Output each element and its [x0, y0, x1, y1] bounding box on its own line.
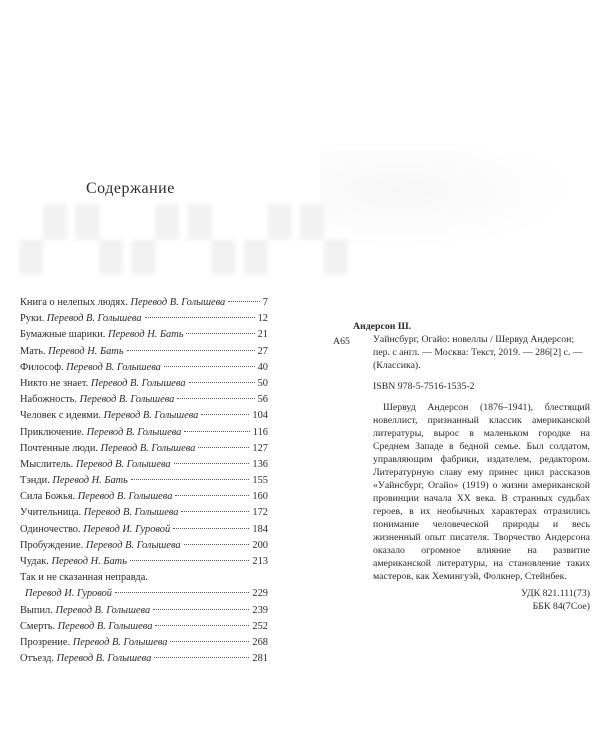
toc-entry-translator: Перевод В. Голышева [79, 394, 175, 406]
toc-entry-title: Тэнди. [20, 475, 50, 487]
toc-leader-dots [177, 397, 254, 399]
toc-entry [20, 344, 268, 360]
toc-leader-dots [173, 527, 249, 529]
catalog-isbn: ISBN 978-5-7516-1535-2 [373, 381, 475, 392]
toc-entry-translator: Перевод В. Голышева [90, 377, 186, 389]
catalog-card [333, 320, 590, 613]
toc-entry-title: Мать. [20, 345, 46, 357]
toc-leader-dots [131, 478, 250, 480]
toc-entry-translator: Перевод В. Голышева [56, 653, 152, 665]
toc-entry [20, 376, 268, 392]
toc-entry [20, 554, 268, 570]
toc-leader-dots [181, 510, 249, 512]
toc-entry [20, 619, 268, 635]
catalog-udk: УДК 821.111(73) [520, 588, 590, 599]
toc-entry-title: Смерть. [20, 620, 56, 632]
toc-leader-dots [155, 624, 249, 626]
toc-entry-translator: Перевод В. Голышева [46, 313, 142, 325]
toc-entry-page: 268 [252, 636, 268, 648]
toc-entry [20, 570, 268, 586]
catalog-author: Андерсон Ш. [353, 321, 412, 332]
toc-entry-title: Набожность. [20, 394, 78, 406]
toc-entry [20, 408, 268, 424]
toc-leader-dots [175, 494, 249, 496]
toc-entry [20, 327, 268, 343]
toc-entry [20, 360, 268, 376]
toc-entry [20, 586, 268, 602]
toc-leader-dots [170, 640, 249, 642]
catalog-code: А65 [333, 336, 350, 347]
toc-entry-title: Почтенные люди. [20, 442, 98, 454]
toc-entry-translator: Перевод И. Гуровой [83, 523, 171, 535]
toc-entry-page: 50 [257, 377, 268, 389]
toc-entry-title: Никто не знает. [20, 377, 89, 389]
catalog-description: Уайнсбург, Огайо: новеллы / Шервуд Андерсон; пер. с англ. — Москва: Текст, 2019. — 286[2] с. — (Классика). [373, 334, 583, 371]
toc-leader-dots [186, 332, 254, 334]
toc-entry-page: 7 [262, 297, 268, 308]
faint-watermark-shape: ▞▚▞▚▞▚ [20, 207, 357, 273]
toc-entry-title: Приключение. [20, 426, 85, 438]
toc-entry-translator: Перевод Н. Бать [51, 556, 127, 567]
toc-entry-translator: Перевод В. Голышева [77, 491, 173, 503]
toc-entry [20, 635, 268, 651]
toc-entry-translator: Перевод В. Голышева [66, 361, 161, 373]
annotation-text: Шервуд Андерсон (1876–1941), блестящий новеллист, признанный классик американской литературы, вырос в маленьком городке на Среднем Западе в бедной семье. Был солдатом, управляющим фабрики, издателем, редактором. Литературную славу ему принес цикл рассказов «Уайнсбург, Огайо» (1919) о жизни американской провинции начала XX века. В странных судьбах героев, в их необычных характерах отразились понимание человеческой природы и весь жизненный опыт писателя. Творчество Андерсона оказало огромное влияние на развитие американской литературы, на становление таких мастеров, как Хемингуэй, Фолкнер, Стейнбек. [373, 402, 590, 582]
toc-entry-title: Чудак. [20, 556, 49, 567]
toc-entry-page: 40 [257, 361, 268, 373]
toc-entry-title: Бумажные шарики. [20, 329, 106, 341]
toc-entry-title: Учительница. [20, 507, 82, 519]
toc-leader-dots [115, 591, 249, 593]
page-title: Содержание [86, 180, 175, 197]
toc-entry-page: 116 [252, 426, 268, 438]
toc-entry-page: 27 [257, 345, 268, 357]
catalog-bbk: ББК 84(7Сое) [532, 601, 590, 612]
toc-entry-page: 184 [252, 523, 268, 535]
toc-entry-title: Прозрение. [20, 636, 71, 648]
toc-entry-page: 239 [252, 604, 268, 616]
toc-entry-title: Книга о нелепых людях. [20, 297, 128, 308]
toc-leader-dots [130, 559, 249, 561]
toc-entry-page: 56 [257, 394, 268, 406]
toc-entry-title: Человек с идеями. [20, 410, 102, 422]
toc-entry-page: 155 [252, 475, 268, 487]
toc-entry [20, 457, 268, 473]
toc-entry-title: Выпил. [20, 604, 53, 616]
catalog-annotation [340, 401, 590, 583]
toc-leader-dots [201, 413, 249, 415]
toc-entry-title: Пробуждение. [20, 539, 84, 551]
toc-entry-translator: Перевод Н. Бать [52, 475, 128, 487]
toc-entry-translator: Перевод В. Голышева [100, 442, 196, 454]
toc-entry-title: Одиночество. [20, 523, 81, 535]
toc-leader-dots [184, 430, 249, 432]
toc-leader-dots [228, 300, 260, 302]
toc-entry-title: Философ. [20, 361, 64, 373]
toc-entry-translator: Перевод В. Голышева [130, 297, 226, 308]
toc-entry-translator: Перевод В. Голышева [57, 620, 153, 632]
toc-entry-page: 172 [252, 507, 268, 519]
toc-entry-translator: Перевод В. Голышева [86, 426, 182, 438]
toc-entry [20, 311, 268, 327]
toc-entry [20, 522, 268, 538]
toc-entry [20, 505, 268, 521]
toc-leader-dots [189, 381, 255, 383]
toc-entry-title: Сила Божья. [20, 491, 76, 503]
toc-entry [20, 392, 268, 408]
toc-entry-translator: Перевод Н. Бать [48, 345, 124, 357]
toc-entry [20, 651, 268, 667]
toc-entry-translator: Перевод В. Голышева [83, 507, 179, 519]
toc-entry-translator: Перевод И. Гуровой [25, 588, 113, 600]
toc-leader-dots [184, 543, 250, 545]
toc-entry [20, 473, 268, 489]
toc-entry-translator: Перевод В. Голышева [75, 458, 171, 470]
toc-entry-title: Руки. [20, 313, 45, 325]
toc-entry-page: 160 [252, 491, 268, 503]
toc-entry [20, 538, 268, 554]
toc-entry-translator: Перевод Н. Бать [108, 329, 184, 341]
toc-leader-dots [174, 462, 250, 464]
toc-entry [20, 441, 268, 457]
toc-entry-page: 104 [252, 410, 268, 422]
faint-background-patch [320, 150, 580, 250]
toc-leader-dots [153, 608, 249, 610]
toc-entry-page: 213 [252, 556, 268, 567]
table-of-contents [20, 295, 268, 667]
toc-entry-page: 281 [252, 653, 268, 665]
toc-entry-translator: Перевод В. Голышева [55, 604, 151, 616]
toc-entry [20, 489, 268, 505]
toc-entry-translator: Перевод В. Голышева [103, 410, 199, 422]
toc-entry-page: 229 [252, 588, 268, 600]
toc-entry-title: Так и не сказанная неправда. [20, 572, 148, 584]
toc-leader-dots [164, 365, 255, 367]
toc-entry [20, 603, 268, 619]
toc-entry [20, 425, 268, 441]
toc-leader-dots [145, 316, 255, 318]
toc-entry-title: Мыслитель. [20, 458, 74, 470]
toc-leader-dots [154, 656, 249, 658]
toc-leader-dots [198, 446, 249, 448]
toc-entry-page: 127 [252, 442, 268, 454]
toc-entry [20, 295, 268, 311]
toc-entry-translator: Перевод В. Голышева [85, 539, 181, 551]
toc-entry-page: 12 [257, 313, 268, 325]
toc-entry-title: Отъезд. [20, 653, 54, 665]
toc-entry-translator: Перевод В. Голышева [72, 636, 168, 648]
toc-leader-dots [127, 349, 255, 351]
toc-entry-page: 21 [257, 329, 268, 341]
toc-entry-page: 200 [252, 539, 268, 551]
toc-entry-page: 252 [252, 620, 268, 632]
toc-entry-page: 136 [252, 458, 268, 470]
